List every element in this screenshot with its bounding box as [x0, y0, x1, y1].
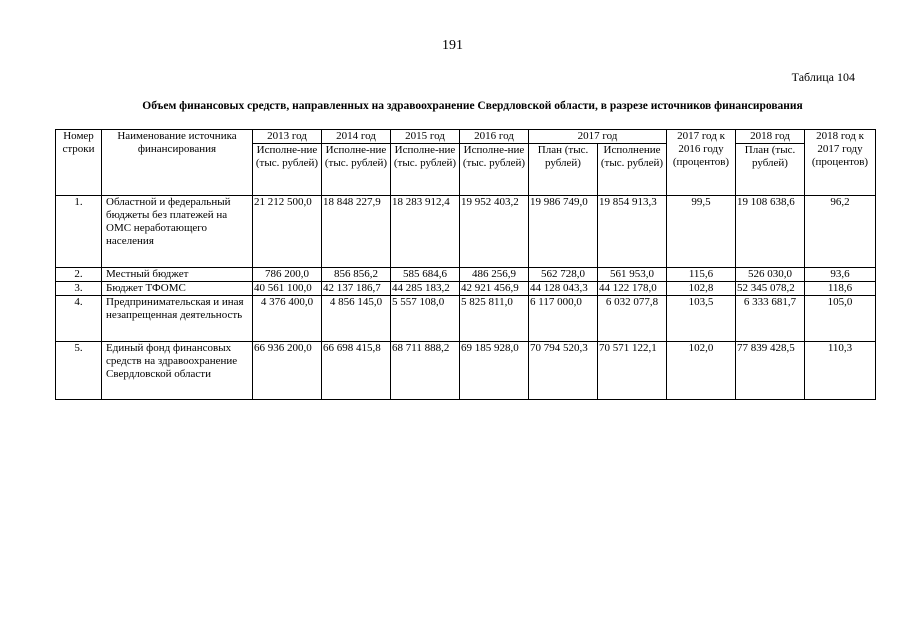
- row-number: 2.: [56, 268, 102, 282]
- row-source-name: Предпринимательская и иная незапрещенная деятельность: [102, 296, 253, 342]
- value-2015: 68 711 888,2: [391, 342, 460, 400]
- value-2017-plan: 562 728,0: [529, 268, 598, 282]
- financing-table: [55, 129, 876, 400]
- value-2017-ratio: 99,5: [667, 196, 736, 268]
- header-2017-plan: План (тыс. рублей): [529, 144, 598, 196]
- header-2016-exec: Исполне-ние (тыс. рублей): [460, 144, 529, 196]
- value-2018-ratio: 118,6: [805, 282, 876, 296]
- value-2017-plan: 70 794 520,3: [529, 342, 598, 400]
- header-2013-exec: Исполне-ние (тыс. рублей): [253, 144, 322, 196]
- table-row: [56, 342, 876, 400]
- value-2016: 486 256,9: [460, 268, 529, 282]
- table-title: Объем финансовых средств, направленных на здравоохранение Свердловской области, в разрезе источников финансирования: [142, 100, 803, 112]
- table-header: [56, 130, 876, 196]
- value-2015: 5 557 108,0: [391, 296, 460, 342]
- table-row: [56, 282, 876, 296]
- value-2018-ratio: 110,3: [805, 342, 876, 400]
- value-2013: 66 936 200,0: [253, 342, 322, 400]
- header-2018: 2018 год: [736, 130, 805, 144]
- value-2016: 42 921 456,9: [460, 282, 529, 296]
- value-2014: 42 137 186,7: [322, 282, 391, 296]
- header-row-no: Номер строки: [56, 130, 102, 196]
- header-2018-plan: План (тыс. рублей): [736, 144, 805, 196]
- value-2017-exec: 6 032 077,8: [598, 296, 667, 342]
- row-number: 4.: [56, 296, 102, 342]
- value-2014: 66 698 415,8: [322, 342, 391, 400]
- value-2017-exec: 19 854 913,3: [598, 196, 667, 268]
- value-2018-plan: 19 108 638,6: [736, 196, 805, 268]
- value-2014: 18 848 227,9: [322, 196, 391, 268]
- header-2016: 2016 год: [460, 130, 529, 144]
- value-2018-plan: 77 839 428,5: [736, 342, 805, 400]
- value-2013: 40 561 100,0: [253, 282, 322, 296]
- header-ratio-2018: 2018 год к 2017 году (процентов): [805, 130, 876, 196]
- value-2016: 69 185 928,0: [460, 342, 529, 400]
- table-row: [56, 196, 876, 268]
- value-2017-ratio: 103,5: [667, 296, 736, 342]
- value-2013: 4 376 400,0: [253, 296, 322, 342]
- value-2017-exec: 44 122 178,0: [598, 282, 667, 296]
- row-source-name: Местный бюджет: [102, 268, 253, 282]
- value-2015: 44 285 183,2: [391, 282, 460, 296]
- value-2017-exec: 561 953,0: [598, 268, 667, 282]
- row-number: 1.: [56, 196, 102, 268]
- row-source-name: Бюджет ТФОМС: [102, 282, 253, 296]
- header-2017-exec: Исполнение (тыс. рублей): [598, 144, 667, 196]
- value-2018-ratio: 93,6: [805, 268, 876, 282]
- value-2014: 4 856 145,0: [322, 296, 391, 342]
- value-2017-plan: 19 986 749,0: [529, 196, 598, 268]
- header-name: Наименование источника финансирования: [102, 130, 253, 196]
- value-2018-plan: 526 030,0: [736, 268, 805, 282]
- value-2018-plan: 6 333 681,7: [736, 296, 805, 342]
- page-number: 191: [442, 38, 463, 53]
- row-number: 3.: [56, 282, 102, 296]
- table-row: [56, 296, 876, 342]
- value-2016: 5 825 811,0: [460, 296, 529, 342]
- value-2018-ratio: 105,0: [805, 296, 876, 342]
- header-2015-exec: Исполне-ние (тыс. рублей): [391, 144, 460, 196]
- header-2014-exec: Исполне-ние (тыс. рублей): [322, 144, 391, 196]
- value-2017-plan: 6 117 000,0: [529, 296, 598, 342]
- value-2016: 19 952 403,2: [460, 196, 529, 268]
- value-2017-ratio: 115,6: [667, 268, 736, 282]
- value-2015: 585 684,6: [391, 268, 460, 282]
- value-2018-ratio: 96,2: [805, 196, 876, 268]
- value-2017-exec: 70 571 122,1: [598, 342, 667, 400]
- row-number: 5.: [56, 342, 102, 400]
- value-2013: 786 200,0: [253, 268, 322, 282]
- row-source-name: Областной и федеральный бюджеты без платежей на ОМС неработающего населения: [102, 196, 253, 268]
- table-body: [56, 196, 876, 400]
- value-2017-ratio: 102,0: [667, 342, 736, 400]
- row-source-name: Единый фонд финансовых средств на здравоохранение Свердловской области: [102, 342, 253, 400]
- value-2015: 18 283 912,4: [391, 196, 460, 268]
- header-2013: 2013 год: [253, 130, 322, 144]
- value-2017-plan: 44 128 043,3: [529, 282, 598, 296]
- value-2014: 856 856,2: [322, 268, 391, 282]
- value-2018-plan: 52 345 078,2: [736, 282, 805, 296]
- header-2015: 2015 год: [391, 130, 460, 144]
- header-2017: 2017 год: [529, 130, 667, 144]
- header-2014: 2014 год: [322, 130, 391, 144]
- value-2013: 21 212 500,0: [253, 196, 322, 268]
- value-2017-ratio: 102,8: [667, 282, 736, 296]
- table-row: [56, 268, 876, 282]
- table-label: Таблица 104: [791, 70, 855, 84]
- header-ratio-2017: 2017 год к 2016 году (процентов): [667, 130, 736, 196]
